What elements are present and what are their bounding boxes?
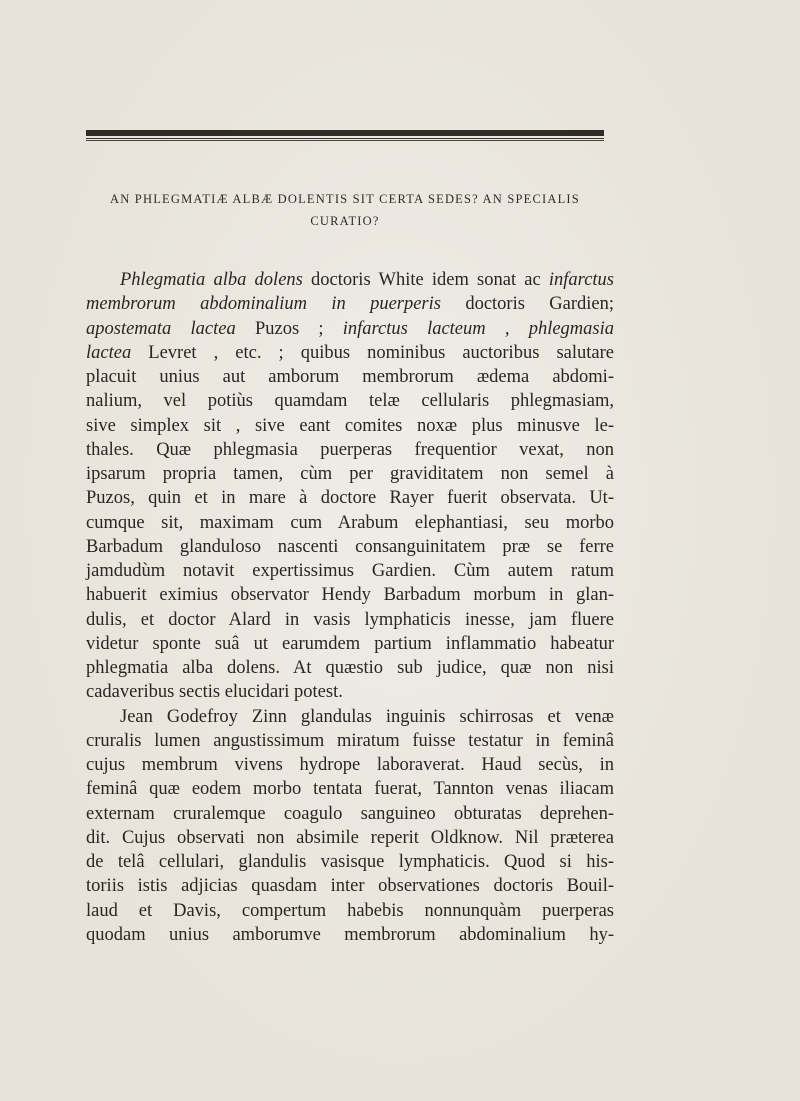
paragraph1-line: dulis, et doctor Alard in vasis lymphaticis inesse, jam fluere: [86, 609, 614, 630]
paragraph1-line: videtur sponte suâ ut earumdem partium inflammatio habeatur: [86, 633, 614, 654]
header-rule-thick: [86, 130, 604, 136]
paragraph1-line: sive simplex sit , sive eant comites noxæ plus minusve le-: [86, 415, 614, 436]
text-run: doctoris White idem sonat ac: [302, 270, 549, 290]
term-infarctus-lacteum: infarctus lacteum , phlegmasia: [342, 318, 614, 339]
paragraph1-line: ipsarum propria tamen, cùm per graviditatem non semel à: [86, 464, 614, 484]
paragraph1-line: Puzos, quin et in mare à doctore Rayer fuerit observata. Ut-: [86, 488, 614, 509]
paragraph2-line: externam cruralemque coagulo sanguineo obturatas deprehen-: [86, 803, 614, 824]
body-text: [86, 268, 614, 947]
term-lactea: lactea: [86, 342, 132, 363]
text-run: Levret , etc. ; quibus nominibus auctoribus salutare: [131, 342, 614, 363]
term-apostemata: apostemata lactea: [86, 318, 236, 339]
paragraph2-line: dit. Cujus observati non absimile reperit Oldknow. Nil præterea: [86, 827, 614, 848]
paragraph1-line: [86, 292, 614, 316]
term-infarctus: infarctus: [548, 270, 614, 290]
paragraph1-line: jamdudùm notavit expertissimus Gardien. Cùm autem ratum: [86, 561, 614, 581]
header-rule: [86, 130, 604, 142]
paragraph1-line: placuit unius aut amborum membrorum ædema abdomi-: [86, 367, 614, 387]
section-heading-line2: CURATIO?: [310, 214, 380, 228]
text-run: Puzos ;: [235, 318, 343, 339]
paragraph1-line: cumque sit, maximam cum Arabum elephantiasi, seu morbo: [86, 512, 614, 533]
header-rule-thin-second: [86, 140, 604, 141]
paragraph2-line: quodam unius amborumve membrorum abdominalium hy-: [86, 924, 614, 945]
paragraph1-line: phlegmatia alba dolens. At quæstio sub judice, quæ non nisi: [86, 658, 614, 678]
term-membrorum: membrorum abdominalium in puerperis: [86, 294, 441, 315]
paragraph2-line: toriis istis adjicias quasdam inter observationes doctoris Bouil-: [86, 876, 614, 897]
paragraph1-line: habuerit eximius observator Hendy Barbadum morbum in glan-: [86, 585, 614, 606]
term-phlegmatia: Phlegmatia alba dolens: [120, 270, 303, 290]
paragraph1-line: Barbadum glanduloso nascenti consanguinitatem præ se ferre: [86, 536, 614, 557]
paragraph1-line: [86, 317, 614, 341]
section-heading-line1: AN PHLEGMATIÆ ALBÆ DOLENTIS SIT CERTA SEDES? AN SPECIALIS: [110, 192, 580, 206]
section-heading: [86, 188, 604, 232]
paragraph2-line: Jean Godefroy Zinn glandulas inguinis schirrosas et venæ: [120, 706, 614, 727]
paragraph1-line: [86, 341, 614, 365]
paragraph2-line: de telâ cellulari, glandulis vasisque lymphaticis. Quod si his-: [86, 852, 614, 872]
paragraph2-line: cruralis lumen angustissimum miratum fuisse testatur in feminâ: [86, 730, 614, 751]
paragraph1-line: nalium, vel potiùs quamdam telæ cellularis phlegmasiam,: [86, 391, 614, 412]
paragraph2-line: cujus membrum vivens hydrope laboraverat. Haud secùs, in: [86, 755, 614, 775]
paragraph1-line: thales. Quæ phlegmasia puerperas frequentior vexat, non: [86, 439, 614, 460]
paragraph2-line: feminâ quæ eodem morbo tentata fuerat, Tannton venas iliacam: [86, 779, 614, 800]
paragraph1-line: [86, 268, 614, 292]
text-run: doctoris Gardien;: [440, 294, 614, 315]
paragraph2-line: laud et Davis, compertum habebis nonnunquàm puerperas: [86, 900, 614, 921]
header-rule-thin: [86, 138, 604, 139]
paragraph1-line-last: cadaveribus sectis elucidari potest.: [86, 682, 343, 703]
